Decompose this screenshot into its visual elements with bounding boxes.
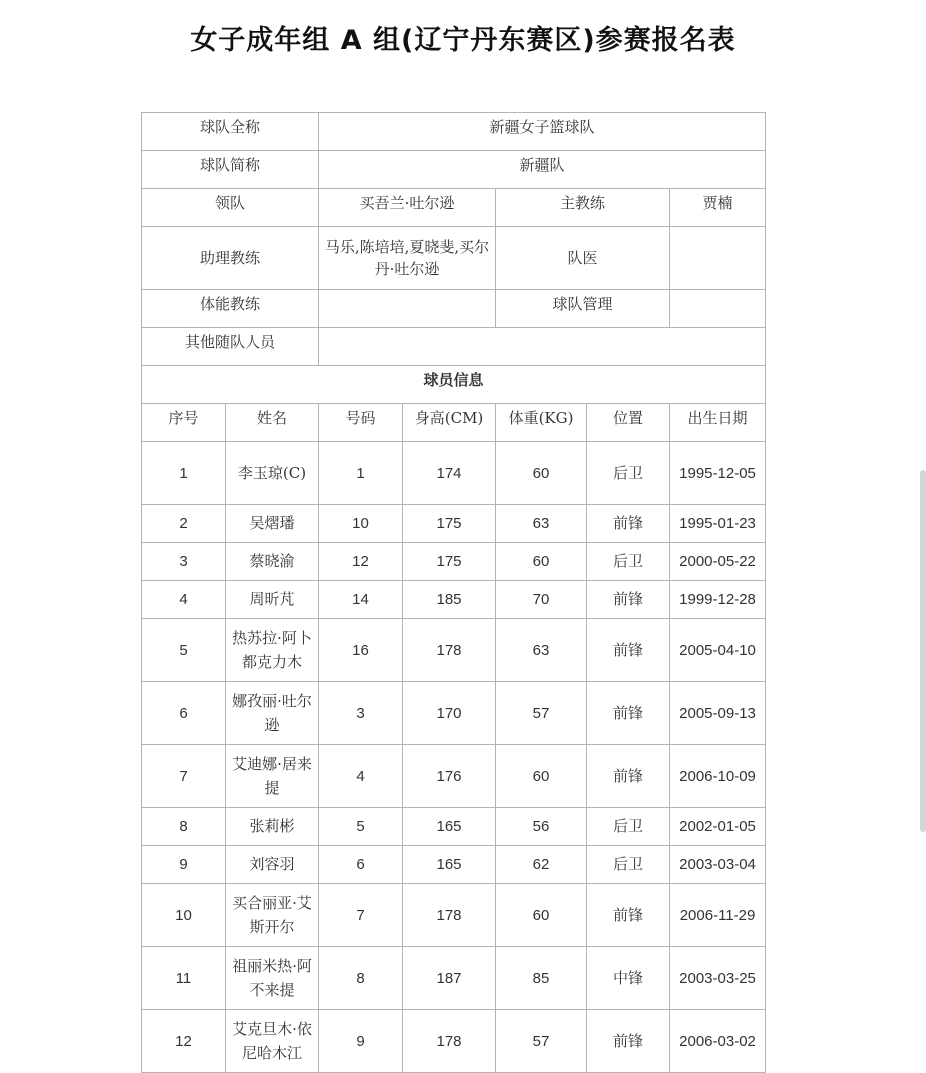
player-position: 后卫 <box>587 442 670 505</box>
leader-row <box>142 189 766 227</box>
team-short-name-label: 球队简称 <box>142 151 319 189</box>
player-weight: 63 <box>496 505 587 543</box>
player-number: 16 <box>319 619 403 682</box>
player-weight: 60 <box>496 543 587 581</box>
player-name: 刘容羽 <box>226 846 319 884</box>
table-row <box>142 619 766 682</box>
team-short-name-value: 新疆队 <box>319 151 766 189</box>
header-birth-date: 出生日期 <box>670 404 766 442</box>
fitness-coach-value <box>319 290 496 328</box>
player-position: 后卫 <box>587 846 670 884</box>
player-birth-date: 2005-09-13 <box>670 682 766 745</box>
player-index: 3 <box>142 543 226 581</box>
player-birth-date: 1999-12-28 <box>670 581 766 619</box>
player-height: 185 <box>403 581 496 619</box>
player-index: 12 <box>142 1010 226 1073</box>
player-height: 178 <box>403 619 496 682</box>
table-row <box>142 745 766 808</box>
player-number: 10 <box>319 505 403 543</box>
assistant-row <box>142 227 766 290</box>
player-number: 4 <box>319 745 403 808</box>
player-weight: 60 <box>496 745 587 808</box>
player-height: 174 <box>403 442 496 505</box>
player-weight: 63 <box>496 619 587 682</box>
player-height: 175 <box>403 505 496 543</box>
header-height: 身高(CM) <box>403 404 496 442</box>
player-birth-date: 2006-03-02 <box>670 1010 766 1073</box>
player-height: 170 <box>403 682 496 745</box>
player-position: 中锋 <box>587 947 670 1010</box>
head-coach-label: 主教练 <box>496 189 670 227</box>
fitness-coach-label: 体能教练 <box>142 290 319 328</box>
player-name: 周昕芃 <box>226 581 319 619</box>
player-birth-date: 2005-04-10 <box>670 619 766 682</box>
player-birth-date: 2002-01-05 <box>670 808 766 846</box>
table-row <box>142 682 766 745</box>
team-doctor-value <box>670 227 766 290</box>
player-number: 3 <box>319 682 403 745</box>
player-name: 张莉彬 <box>226 808 319 846</box>
player-weight: 60 <box>496 884 587 947</box>
table-row <box>142 1010 766 1073</box>
head-coach-value: 贾楠 <box>670 189 766 227</box>
player-position: 前锋 <box>587 581 670 619</box>
player-index: 6 <box>142 682 226 745</box>
scrollbar[interactable] <box>920 470 926 832</box>
player-birth-date: 2006-11-29 <box>670 884 766 947</box>
player-birth-date: 1995-01-23 <box>670 505 766 543</box>
header-name: 姓名 <box>226 404 319 442</box>
player-name: 艾克旦木·依尼哈木江 <box>226 1010 319 1073</box>
player-name: 买合丽亚·艾斯开尔 <box>226 884 319 947</box>
header-number: 号码 <box>319 404 403 442</box>
assistant-coach-value: 马乐,陈培培,夏晓斐,买尔丹·吐尔逊 <box>319 227 496 290</box>
players-section-row <box>142 366 766 404</box>
other-staff-value <box>319 328 766 366</box>
player-birth-date: 2006-10-09 <box>670 745 766 808</box>
table-row <box>142 884 766 947</box>
team-manager-value <box>670 290 766 328</box>
page-title: 女子成年组 A 组(辽宁丹东赛区)参赛报名表 <box>190 25 736 56</box>
leader-label: 领队 <box>142 189 319 227</box>
player-index: 11 <box>142 947 226 1010</box>
player-number: 8 <box>319 947 403 1010</box>
player-weight: 70 <box>496 581 587 619</box>
team-full-name-label: 球队全称 <box>142 113 319 151</box>
player-position: 前锋 <box>587 505 670 543</box>
player-weight: 62 <box>496 846 587 884</box>
player-position: 前锋 <box>587 682 670 745</box>
player-number: 7 <box>319 884 403 947</box>
other-staff-label: 其他随队人员 <box>142 328 319 366</box>
player-name: 吴熠璠 <box>226 505 319 543</box>
player-weight: 57 <box>496 682 587 745</box>
player-index: 8 <box>142 808 226 846</box>
player-weight: 56 <box>496 808 587 846</box>
player-height: 176 <box>403 745 496 808</box>
player-name: 祖丽米热·阿不来提 <box>226 947 319 1010</box>
table-row <box>142 947 766 1010</box>
player-birth-date: 1995-12-05 <box>670 442 766 505</box>
leader-value: 买吾兰·吐尔逊 <box>319 189 496 227</box>
player-height: 187 <box>403 947 496 1010</box>
players-body <box>142 442 766 1073</box>
player-number: 6 <box>319 846 403 884</box>
player-birth-date: 2003-03-25 <box>670 947 766 1010</box>
team-full-name-row <box>142 113 766 151</box>
player-height: 165 <box>403 808 496 846</box>
player-number: 5 <box>319 808 403 846</box>
player-index: 4 <box>142 581 226 619</box>
fitness-row <box>142 290 766 328</box>
registration-form-table <box>141 112 766 1073</box>
header-index: 序号 <box>142 404 226 442</box>
player-weight: 57 <box>496 1010 587 1073</box>
player-weight: 60 <box>496 442 587 505</box>
player-position: 前锋 <box>587 1010 670 1073</box>
player-number: 14 <box>319 581 403 619</box>
player-index: 10 <box>142 884 226 947</box>
table-row <box>142 808 766 846</box>
team-full-name-value: 新疆女子篮球队 <box>319 113 766 151</box>
player-name: 艾迪娜·居来提 <box>226 745 319 808</box>
player-birth-date: 2003-03-04 <box>670 846 766 884</box>
team-manager-label: 球队管理 <box>496 290 670 328</box>
player-name: 蔡晓渝 <box>226 543 319 581</box>
players-header-row <box>142 404 766 442</box>
player-name: 娜孜丽·吐尔逊 <box>226 682 319 745</box>
player-name: 李玉琼(C) <box>226 442 319 505</box>
table-row <box>142 543 766 581</box>
table-row <box>142 581 766 619</box>
player-index: 2 <box>142 505 226 543</box>
assistant-coach-label: 助理教练 <box>142 227 319 290</box>
header-weight: 体重(KG) <box>496 404 587 442</box>
table-row <box>142 505 766 543</box>
player-index: 9 <box>142 846 226 884</box>
team-doctor-label: 队医 <box>496 227 670 290</box>
player-position: 前锋 <box>587 884 670 947</box>
player-weight: 85 <box>496 947 587 1010</box>
player-number: 9 <box>319 1010 403 1073</box>
player-birth-date: 2000-05-22 <box>670 543 766 581</box>
others-row <box>142 328 766 366</box>
table-row <box>142 846 766 884</box>
player-position: 前锋 <box>587 745 670 808</box>
player-height: 178 <box>403 884 496 947</box>
header-position: 位置 <box>587 404 670 442</box>
player-index: 1 <box>142 442 226 505</box>
team-short-name-row <box>142 151 766 189</box>
player-height: 175 <box>403 543 496 581</box>
player-index: 5 <box>142 619 226 682</box>
player-position: 后卫 <box>587 808 670 846</box>
player-position: 后卫 <box>587 543 670 581</box>
player-height: 178 <box>403 1010 496 1073</box>
player-number: 1 <box>319 442 403 505</box>
player-height: 165 <box>403 846 496 884</box>
table-row <box>142 442 766 505</box>
player-name: 热苏拉·阿卜都克力木 <box>226 619 319 682</box>
player-position: 前锋 <box>587 619 670 682</box>
player-number: 12 <box>319 543 403 581</box>
player-index: 7 <box>142 745 226 808</box>
players-section-heading: 球员信息 <box>142 366 766 404</box>
